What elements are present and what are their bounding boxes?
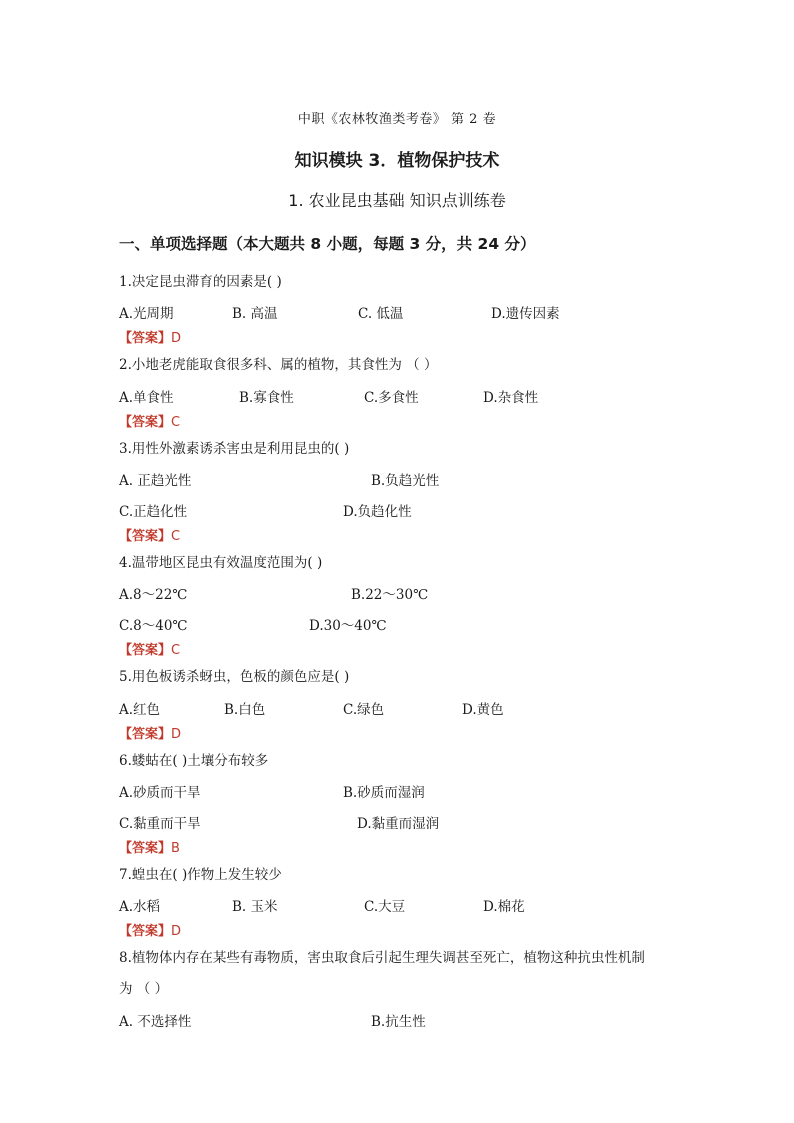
answer-label: 【答案】: [119, 841, 172, 856]
option-d: D.负趋化性: [343, 504, 412, 520]
answer-value: D: [171, 924, 182, 939]
answer-value: C: [171, 415, 181, 430]
option-a: A.单食性: [119, 390, 174, 406]
option-a: A.砂质而干旱: [119, 785, 201, 801]
option-c: C.黏重而干旱: [119, 816, 201, 832]
option-d: D.杂食性: [483, 390, 539, 406]
answer: [119, 411, 180, 430]
answer: [119, 723, 181, 742]
option-b: B.22～30℃: [351, 587, 429, 603]
option-a: A.光周期: [119, 306, 174, 322]
question-stem: 7.蝗虫在( )作物上发生较少: [119, 867, 282, 883]
answer: [119, 639, 180, 658]
answer: [119, 837, 180, 856]
answer-value: D: [171, 727, 182, 742]
question-stem: 2.小地老虎能取食很多科、属的植物，其食性为 （ ）: [119, 357, 438, 373]
answer-value: B: [171, 841, 180, 856]
option-c: C.绿色: [343, 702, 385, 718]
option-a: A.水稻: [119, 899, 161, 915]
option-d: D.棉花: [483, 899, 525, 915]
option-a: A.8～22℃: [119, 587, 188, 603]
answer: [119, 525, 180, 544]
option-d: D.30～40℃: [309, 618, 387, 634]
option-a: A. 正趋光性: [119, 473, 192, 489]
option-d: D.黄色: [462, 702, 504, 718]
option-b: B.负趋光性: [371, 473, 440, 489]
option-a: A.红色: [119, 702, 161, 718]
option-b: B.抗生性: [371, 1014, 426, 1030]
answer-value: D: [171, 331, 182, 346]
question-stem-continued: 为 （ ）: [119, 981, 169, 997]
question-stem: 4.温带地区昆虫有效温度范围为( ): [119, 555, 323, 571]
option-b: B. 高温: [232, 306, 278, 322]
option-d: D.遗传因素: [491, 306, 560, 322]
answer-value: C: [171, 529, 181, 544]
option-b: B.寡食性: [239, 390, 294, 406]
answer-label: 【答案】: [119, 727, 172, 742]
subtitle: 1. 农业昆虫基础 知识点训练卷: [288, 191, 506, 210]
question-stem: 6.蝼蛄在( )土壤分布较多: [119, 753, 269, 769]
option-a: A. 不选择性: [119, 1014, 192, 1030]
question-stem: 3.用性外激素诱杀害虫是利用昆虫的( ): [119, 441, 350, 457]
question-stem: 8.植物体内存在某些有毒物质，害虫取食后引起生理失调甚至死亡，植物这种抗虫性机制: [119, 950, 645, 966]
option-c: C. 低温: [358, 306, 404, 322]
answer: [119, 327, 181, 346]
option-d: D.黏重而湿润: [357, 816, 440, 832]
option-b: B. 玉米: [232, 899, 278, 915]
option-b: B.砂质而湿润: [343, 785, 425, 801]
option-c: C.正趋化性: [119, 504, 188, 520]
option-c: C.8～40℃: [119, 618, 188, 634]
module-title: 知识模块 3．植物保护技术: [294, 151, 500, 171]
question-stem: 1.决定昆虫滞育的因素是( ): [119, 274, 282, 290]
answer-value: C: [171, 643, 181, 658]
answer-label: 【答案】: [119, 415, 172, 430]
section-heading: 一、单项选择题（本大题共 8 小题，每题 3 分，共 24 分）: [119, 235, 536, 253]
page-header: 中职《农林牧渔类考卷》 第 2 卷: [297, 112, 497, 127]
question-stem: 5.用色板诱杀蚜虫，色板的颜色应是( ): [119, 669, 350, 685]
answer-label: 【答案】: [119, 643, 172, 658]
answer-label: 【答案】: [119, 331, 172, 346]
answer-label: 【答案】: [119, 529, 172, 544]
option-c: C.大豆: [364, 899, 406, 915]
answer: [119, 920, 181, 939]
option-c: C.多食性: [364, 390, 419, 406]
option-b: B.白色: [224, 702, 266, 718]
answer-label: 【答案】: [119, 924, 172, 939]
